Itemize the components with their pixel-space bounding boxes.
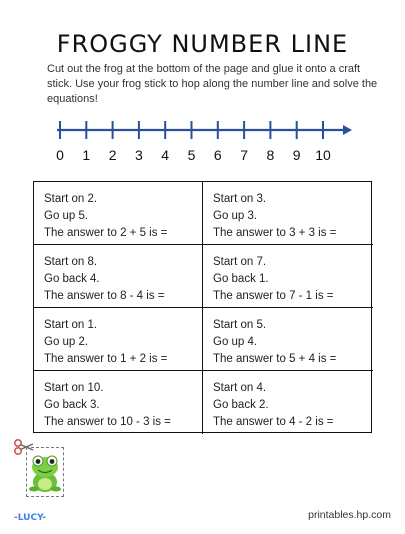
problem-move: Go back 4. bbox=[44, 273, 100, 285]
brand-logo-text: LUCY bbox=[17, 513, 43, 523]
problem-start: Start on 1. bbox=[44, 319, 98, 331]
number-line-label: 4 bbox=[161, 147, 170, 163]
number-line-label: 8 bbox=[266, 147, 275, 163]
number-line-label: 2 bbox=[108, 147, 117, 163]
number-line-label: 5 bbox=[187, 147, 196, 163]
number-line-labels bbox=[0, 147, 405, 163]
problem-start: Start on 2. bbox=[44, 193, 98, 205]
footer-url: printables.hp.com bbox=[308, 509, 391, 521]
problem-answer: The answer to 2 + 5 is = bbox=[44, 227, 168, 239]
number-line-label: 3 bbox=[134, 147, 143, 163]
problem-answer: The answer to 8 - 4 is = bbox=[44, 290, 165, 302]
problem-start: Start on 4. bbox=[213, 382, 267, 394]
instructions-text: Cut out the frog at the bottom of the page and glue it onto a craft stick. Use your frog stick to hop along the number line and solve the equations! bbox=[47, 63, 378, 105]
problem-card bbox=[34, 308, 203, 371]
problem-start: Start on 3. bbox=[213, 193, 267, 205]
frog-icon bbox=[28, 452, 62, 494]
problem-move: Go back 2. bbox=[213, 399, 269, 411]
problem-card bbox=[203, 308, 373, 371]
number-line bbox=[55, 115, 355, 145]
number-line-label: 9 bbox=[292, 147, 301, 163]
problems-grid bbox=[33, 181, 372, 433]
problem-card bbox=[34, 245, 203, 308]
problem-move: Go up 5. bbox=[44, 210, 89, 222]
brand-logo: -LUCY- bbox=[14, 513, 47, 523]
problem-card bbox=[203, 245, 373, 308]
problem-answer: The answer to 7 - 1 is = bbox=[213, 290, 334, 302]
problem-answer: The answer to 3 + 3 is = bbox=[213, 227, 337, 239]
problem-card bbox=[34, 371, 203, 434]
problem-answer: The answer to 1 + 2 is = bbox=[44, 353, 168, 365]
problem-answer: The answer to 5 + 4 is = bbox=[213, 353, 337, 365]
problem-answer: The answer to 4 - 2 is = bbox=[213, 416, 334, 428]
problem-start: Start on 10. bbox=[44, 382, 104, 394]
problem-card bbox=[203, 182, 373, 245]
problem-card bbox=[203, 371, 373, 434]
problem-move: Go back 3. bbox=[44, 399, 100, 411]
page-title: FROGGY NUMBER LINE bbox=[56, 30, 349, 58]
problem-start: Start on 5. bbox=[213, 319, 267, 331]
problem-start: Start on 7. bbox=[213, 256, 267, 268]
number-line-label: 6 bbox=[213, 147, 222, 163]
problem-move: Go up 2. bbox=[44, 336, 89, 348]
problem-move: Go back 1. bbox=[213, 273, 269, 285]
problem-card bbox=[34, 182, 203, 245]
number-line-label: 7 bbox=[240, 147, 248, 163]
problem-answer: The answer to 10 - 3 is = bbox=[44, 416, 171, 428]
problem-start: Start on 8. bbox=[44, 256, 98, 268]
number-line-label: 10 bbox=[315, 147, 331, 163]
problem-move: Go up 4. bbox=[213, 336, 258, 348]
number-line-label: 0 bbox=[56, 147, 64, 163]
problem-move: Go up 3. bbox=[213, 210, 258, 222]
number-line-label: 1 bbox=[82, 147, 91, 163]
